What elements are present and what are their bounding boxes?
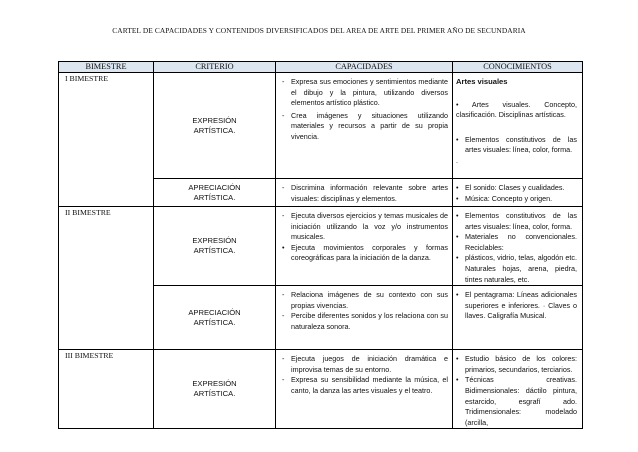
list-item: - Expresa su sensibilidad mediante la música, el canto, la danza las artes visuales y el teatro.: [282, 375, 448, 395]
list-item: • Técnicas creativas. Bidimensionales: dáctilo pintura, estarcido, esgrafí ado. Tridimensionales: modelado (arcilla,: [456, 375, 577, 427]
table-row: [59, 350, 583, 429]
list-item: • El pentagrama: Líneas adicionales superiores e inferiores. · Claves o llaves. Caligrafía Musical.: [456, 290, 577, 321]
conocimientos-cell: [453, 207, 583, 286]
header-conocimientos: CONOCIMIENTOS: [453, 62, 583, 73]
conocimientos-cell: [453, 286, 583, 350]
criterio-cell: EXPRESIÓN ARTÍSTICA.: [154, 73, 276, 179]
table-row: [59, 207, 583, 286]
criterio-cell: EXPRESIÓN ARTÍSTICA.: [154, 207, 276, 286]
conocimientos-cell: [453, 179, 583, 207]
cartel-table: [58, 61, 583, 429]
list-item: - Crea imágenes y situaciones utilizando materiales y recursos a partir de su propia vivencia.: [282, 110, 448, 141]
bimestre-cell: II BIMESTRE: [59, 207, 154, 350]
list-item: • Elementos constitutivos de las artes visuales: línea, color, forma.: [456, 134, 577, 155]
criterio-cell: EXPRESIÓN ARTÍSTICA.: [154, 350, 276, 429]
list-item: • Materiales no convencionales. Reciclables:: [456, 232, 577, 252]
list-item: - Discrimina información relevante sobre artes visuales: disciplinas y elementos.: [282, 183, 448, 203]
capacidades-cell: [276, 73, 453, 179]
list-item: .: [456, 155, 458, 165]
criterio-cell: APRECIACIÓN ARTÍSTICA.: [154, 179, 276, 207]
list-item: - Relaciona imágenes de su contexto con sus propias vivencias.: [282, 290, 448, 310]
document-title: CARTEL DE CAPACIDADES Y CONTENIDOS DIVERSIFICADOS DEL AREA DE ARTE DEL PRIMER AÑO DE SECUNDARIA: [112, 26, 526, 35]
capacidades-cell: [276, 286, 453, 350]
list-item: - Ejecuta diversos ejercicios y temas musicales de iniciación utilizando la voz y/o instrumentos musicales.: [282, 211, 448, 242]
table-row: [59, 73, 583, 179]
list-item: • Estudio básico de los colores: primarios, secundarios, terciarios.: [456, 354, 577, 374]
capacidades-cell: [276, 350, 453, 429]
section-heading: Artes visuales: [456, 77, 508, 86]
header-criterio: CRITERIO: [154, 62, 276, 73]
conocimientos-cell: [453, 73, 583, 179]
header-row: [59, 62, 583, 73]
criterio-cell: APRECIACIÓN ARTÍSTICA.: [154, 286, 276, 350]
list-item: • Ejecuta movimientos corporales y formas coreográficas para la iniciación de la danza.: [282, 242, 448, 263]
list-item: • Elementos constitutivos de las artes visuales: línea, color, forma.: [456, 211, 577, 231]
bimestre-cell: III BIMESTRE: [59, 350, 154, 429]
list-item: • El sonido: Clases y cualidades.: [456, 183, 565, 192]
list-item: • Música: Concepto y origen.: [456, 193, 553, 203]
header-bimestre: BIMESTRE: [59, 62, 154, 73]
list-item: • Artes visuales. Concepto, clasificación. Disciplinas artísticas.: [456, 99, 577, 120]
capacidades-cell: [276, 207, 453, 286]
list-item: - Expresa sus emociones y sentimientos mediante el dibujo y la pintura, utilizando diversos elementos artístico plástico.: [282, 77, 448, 108]
header-capacidades: CAPACIDADES: [276, 62, 453, 73]
list-item: - Ejecuta juegos de iniciación dramática e improvisa temas de su entorno.: [282, 354, 448, 374]
capacidades-cell: [276, 179, 453, 207]
list-item: • plásticos, vidrio, telas, algodón etc. Naturales hojas, arena, piedra, tintes naturales, etc.: [456, 253, 577, 284]
conocimientos-cell: [453, 350, 583, 429]
bimestre-cell: I BIMESTRE: [59, 73, 154, 207]
list-item: - Percibe diferentes sonidos y los relaciona con su naturaleza sonora.: [282, 311, 448, 331]
